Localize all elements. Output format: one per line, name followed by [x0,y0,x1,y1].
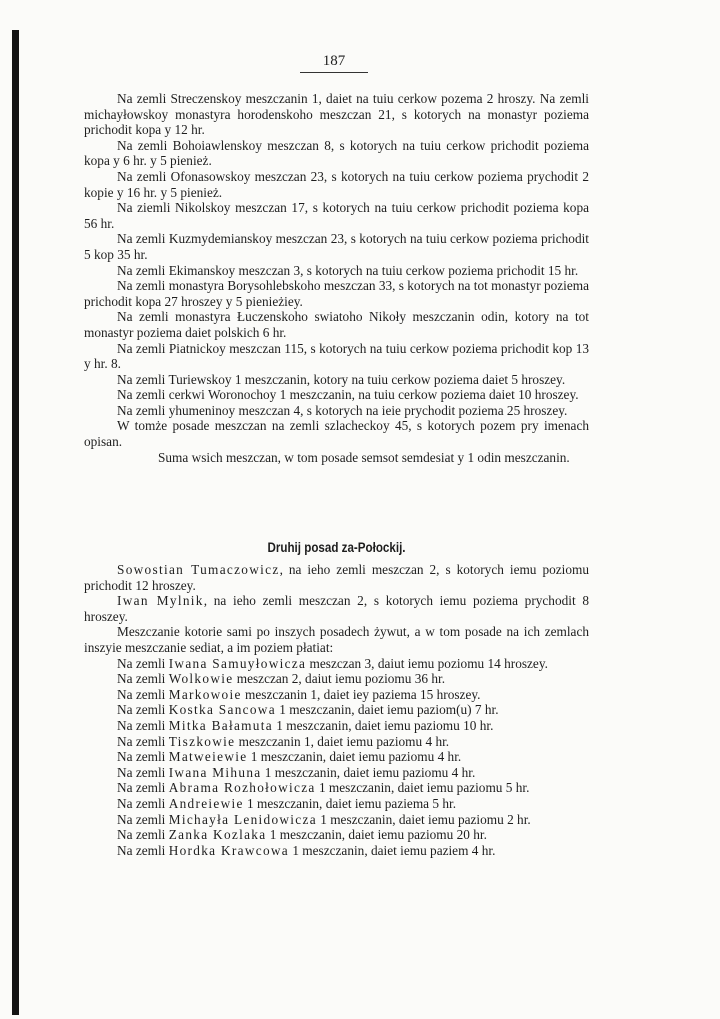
entry-paragraph: W tomże posade meszczan na zemli szlacheckoy 45, s kotorych pozem pry imenach opisan. [84,418,589,450]
entry-paragraph [84,765,589,781]
person-name: Tiszkowie [168,733,236,749]
entry-text: , na ieho zemli meszczan 2, s kotorych iemu poziomu prichodit 12 hroszey. [84,562,589,593]
page-number: 187 [322,53,346,69]
entry-text: meszczanin 1, daiet iemu paziomu 4 hr. [235,733,450,749]
entry-text: 1 meszczanin, daiet iemu paziema 5 hr. [243,795,457,811]
person-name: Wolkowie [168,671,234,687]
entry-text: 1 meszczanin, daiet iemu paziom(u) 7 hr. [275,702,499,718]
person-name: Mitka Bałamuta [168,717,273,733]
person-name: Iwana Samuyłowicza [168,655,307,671]
person-name: Zanka Kozlaka [168,827,267,843]
entry-text: , na ieho zemli meszczan 2, s kotorych iemu poziema prychodit 8 hroszey. [84,593,589,624]
entry-text: Na zemli [117,749,169,765]
entry-text: 1 meszczanin, daiet iemu paziomu 4 hr. [247,749,462,765]
person-name: Andreiewie [168,795,244,811]
entry-paragraph: Na zemli yhumeninoy meszczan 4, s kotorych na ieie prychodit poziema 25 hroszey. [117,402,568,418]
person-name: Iwan Mylnik [117,593,204,609]
entry-paragraph [84,671,589,687]
entry-text: 1 meszczanin, daiet iemu paziomu 10 hr. [272,717,494,733]
entry-paragraph: Na zemli Turiewskoy 1 meszczanin, kotory na tuiu cerkow poziema daiet 5 hroszey. [117,371,566,387]
person-name: Michayła Lenidowicza [168,811,317,827]
entry-text: Na zemli [117,671,169,687]
person-name: Iwana Mihuna [168,764,262,780]
entry-paragraph [84,780,589,796]
entry-text: meszczan 3, daiut iemu poziomu 14 hroszey. [306,655,548,671]
entry-text: 1 meszczanin, daiet iemu paziem 4 hr. [289,842,496,858]
entry-paragraph: Na zemli Ekimanskoy meszczan 3, s kotorych na tuiu cerkow poziema prichodit 15 hr. [117,262,579,278]
person-name: Markowoie [168,686,242,702]
entry-text: Na zemli [117,655,169,671]
entry-paragraph [84,702,589,718]
entry-text: Na zemli [117,686,169,702]
entry-paragraph: Na zemli monastyra Łuczenskoho swiatoho Nikoły meszczanin odin, kotory na tot monastyr poziema daiet polskich 6 hr. [84,309,589,340]
person-name: Kostka Sancowa [168,702,276,718]
person-name: Abrama Rozhołowicza [168,780,316,796]
entry-text: 1 meszczanin, daiet iemu paziomu 4 hr. [261,764,476,780]
person-name: Sowostian Tumaczowicz [117,562,280,577]
entry-paragraph [84,796,589,812]
entry-paragraph [84,827,589,843]
entry-text: Na zemli [117,764,169,780]
entry-paragraph: Na zemli Ofonasowskoy meszczan 23, s kotorych na tuiu cerkow poziema prychodit 2 kopie y 16 hr. y 5 pienież. [84,168,589,200]
entry-text: Na zemli [117,842,169,858]
entry-paragraph: Na zemli Bohoiawlenskoy meszczan 8, s kotorych na tuiu cerkow prichodit poziema kopa y 6 hr. y 5 pienież. [84,137,589,169]
entry-paragraph: Na ziemli Nikolskoy meszczan 17, s kotorych na tuiu cerkow prichodit poziema kopa 56 hr. [84,200,589,231]
entry-text: Na zemli [117,827,169,843]
entry-paragraph [84,749,589,765]
entry-text: 1 meszczanin, daiet iemu paziomu 5 hr. [315,780,530,796]
entry-text: Na zemli [117,733,169,749]
person-name: Hordka Krawcowa [168,842,289,858]
entry-paragraph [84,562,589,593]
entry-text: Na zemli [117,717,169,733]
entry-paragraph: Na zemli cerkwi Woronochoy 1 meszczanin, na tuiu cerkow poziema daiet 10 hroszey. [117,387,579,403]
entry-paragraph [84,812,589,828]
entry-text: Na zemli [117,811,169,827]
text-block-first-posad [84,91,589,465]
entry-text: 1 meszczanin, daiet iemu paziomu 2 hr. [316,811,531,827]
entry-text: meszczanin 1, daiet iey paziema 15 hroszey. [241,686,481,702]
entry-text: 1 meszczanin, daiet iemu paziomu 20 hr. [266,827,487,843]
entry-text: meszczan 2, daiut iemu poziomu 36 hr. [233,671,446,687]
entry-text: Na zemli [117,780,169,796]
person-name: Matweiewie [168,749,248,765]
page-number-rule [300,72,368,73]
entry-paragraph: Na zemli Kuzmydemianskoy meszczan 23, s kotorych na tuiu cerkow poziema prichodit 5 kop 35 hr. [84,231,589,262]
entry-paragraph: Na zemli Streczenskoy meszczanin 1, daiet na tuiu cerkow pozema 2 hroszy. Na zemli michayłowskoy monastyra horodenskoho meszczan 21, s kotorych na monastyr poziema prichodit kopa y 12 hr. [84,91,589,138]
section-heading: Druhij posad za-Połockij. [267,540,406,555]
entry-text: Meszczanie kotorie sami po inszych posadech żywut, a w tom posade na ich zemlach inszyie meszczanie sediat, a im poziem płatiat: [84,624,589,655]
entry-paragraph [84,687,589,703]
entry-paragraph [84,718,589,734]
entry-paragraph [84,656,589,672]
entry-paragraph [84,843,589,859]
entry-paragraph [84,624,589,655]
entry-paragraph: Na zemli Piatnickoy meszczan 115, s kotorych na tuiu cerkow poziema prichodit kop 13 y hr. 8. [84,340,589,372]
entry-text: Na zemli [117,702,169,718]
entry-text: Na zemli [117,795,169,811]
entry-paragraph: Na zemli monastyra Borysohlebskoho meszczan 33, s kotorych na tot monastyr poziema prichodit kopa 27 hroszey y 5 pienieżiey. [84,278,589,309]
entry-paragraph [84,734,589,750]
text-block-second-posad [84,562,589,858]
scan-edge-bar [12,30,19,1015]
summary-line: Suma wsich meszczan, w tom posade semsot semdesiat y 1 odin meszczanin. [158,449,570,465]
entry-paragraph [84,593,589,624]
